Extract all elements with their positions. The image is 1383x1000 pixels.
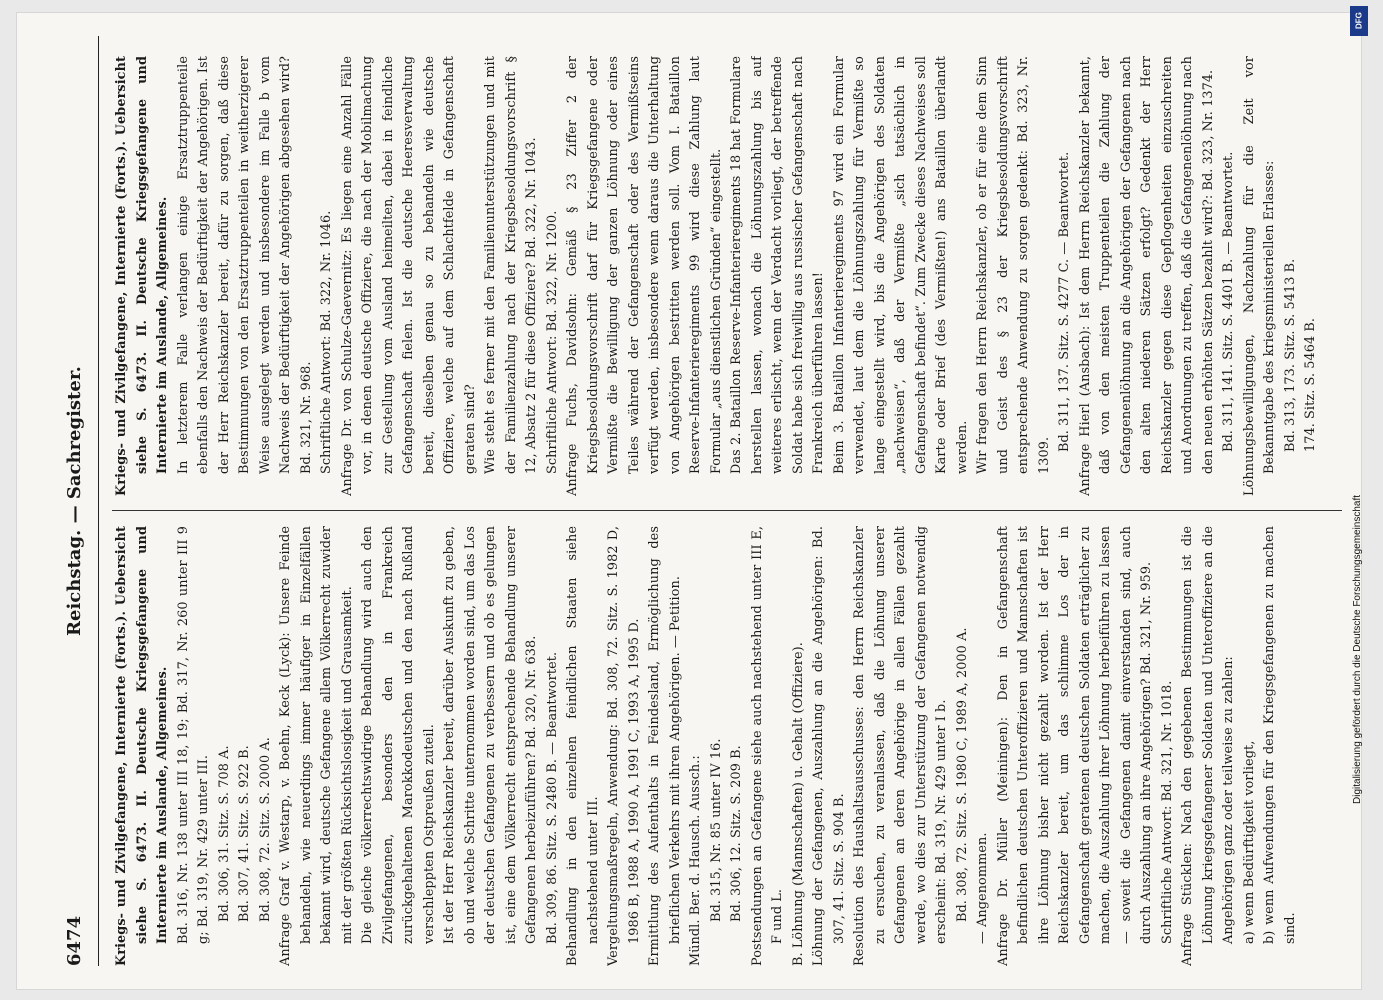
entry-paragraph: Die gleiche völkerrechtswidrige Behandlung wird auch den Zivilgefangenen, besonders den in Frankreich zurückgehaltenen Marokkodeutschen und den nach Rußland verschleppten Ostpreußen zuteil.	[360, 526, 437, 944]
entry-paragraph: Bd. 316, Nr. 138 unter III 18, 19; Bd. 317, Nr. 260 unter III 9 g; Bd. 319, Nr. 429 unter III.	[175, 526, 211, 944]
entry-paragraph: Bd. 311, 141. Sitz. S. 4401 B. — Beantwortet.	[1221, 151, 1236, 452]
entry-paragraph: Postsendungen an Gefangene siehe auch nachstehend unter III E, F und L.	[749, 526, 785, 966]
entry-paragraph: Bd. 311, 137. Sitz. S. 4277 C. — Beantwortet.	[1057, 151, 1072, 452]
entry-paragraph: b) wenn Aufwendungen für den Kriegsgefangenen zu machen sind.	[1262, 526, 1298, 944]
entry-paragraph: Anfrage Graf v. Westarp, v. Boehn, Keck (Lyck): Unsere Feinde behandeln, wie neuerdings immer häufiger in Einzelfällen bekannt wird, deutsche Gefangene allem Völkerrecht zuwider mit der größten Rücksichtslosigkeit und Grausamkeit.	[278, 526, 355, 966]
entry-paragraph: Vergeltungsmaßregeln, Anwendung: Bd. 308, 72. Sitz. S. 1982 D, 1986 B, 1988 A, 1990 A, 1991 C, 1993 A, 1995 D.	[606, 526, 642, 966]
entry-paragraph: Bd. 313, 173. Sitz. S. 5413 B.	[1282, 258, 1298, 452]
entry-paragraph: Anfrage Dr. von Schulze-Gaevernitz: Es liegen eine Anzahl Fälle vor, in denen deutsche Offiziere, die nach der Mobilmachung zur Gestellung vom Ausland heimeilten, dabei in feindliche Gefangenschaft fielen. Ist die deutsche Heeresverwaltung bereit, dieselben genau so zu behandeln wie deutsche Offiziere, welche auf dem Schlachtfelde in Gefangenschaft geraten sind?	[339, 56, 478, 496]
right-text-column	[112, 56, 1342, 496]
column-separator	[112, 510, 1342, 511]
page-number: 6474	[64, 915, 85, 966]
entry-paragraph: Bd. 315, Nr. 85 unter IV 16.	[708, 738, 724, 922]
entry-paragraph: Schriftliche Antwort: Bd. 322, Nr. 1200.	[544, 210, 560, 474]
header-rule	[98, 36, 99, 966]
entry-paragraph: Bd. 308, 72. Sitz. S. 1980 C, 1989 A, 2000 A.	[954, 627, 970, 922]
entry-paragraph: Schriftliche Antwort: Bd. 322, Nr. 1046.	[319, 210, 334, 474]
left-text-column	[112, 526, 1342, 966]
scanned-page	[16, 12, 1362, 990]
dfg-logo: DFG	[1350, 6, 1368, 36]
entry-paragraph: Löhnung der Gefangenen, Auszahlung an die Angehörigen: Bd. 307, 41. Sitz. S. 904 B.	[811, 526, 847, 966]
entry-paragraph: Bd. 308, 72. Sitz. S. 2000 A.	[257, 737, 273, 922]
entry-paragraph: — Angenommen.	[975, 832, 990, 944]
entry-paragraph: Anfrage Dr. Müller (Meiningen): Den in Gefangenschaft befindlichen deutschen Unteroffizieren und Mannschaften ist ihre Löhnung bisher nicht gezahlt worden. Ist der Herr Reichskanzler bereit, um das schlimme Los der in Gefangenschaft geratenen deutschen Soldaten erträglicher zu machen, die Auszahlung ihrer Löhnung herbeiführen zu lassen — soweit die Gefangenen damit einverstanden sind, auch durch Auszahlung an ihre Angehörigen? Bd. 321, Nr. 959.	[995, 526, 1154, 966]
entry-paragraph: Resolution des Haushaltsausschusses: den Herrn Reichskanzler zu ersuchen, zu veranlassen, daß die Löhnung unserer Gefangenen an deren Angehörige in allen Fällen gezahlt werde, wo dies zur Unterstützung der Gefangenen notwendig erscheint: Bd. 319, Nr. 429 unter I b.	[852, 526, 949, 966]
entry-paragraph: Mündl. Ber. d. Hausch. Aussch.:	[688, 755, 703, 966]
entry-paragraph: B. Löhnung (Mannschaften) u. Gehalt (Offiziere).	[790, 642, 806, 966]
entry-paragraph: Kriegs- und Zivilgefangene, Internierte (Forts.). Uebersicht siehe S. 6473. II. Deutsche Kriegsgefangene und Internierte im Auslande, Allgemeines.	[114, 56, 170, 496]
entry-paragraph: Schriftliche Antwort: Bd. 321, Nr. 1018.	[1159, 680, 1175, 944]
entry-paragraph: Ermittlung des Aufenthalts in Feindesland, Ermöglichung des brieflichen Verkehrs mit ihren Angehörigen. — Petition.	[647, 526, 683, 966]
entry-paragraph: 174. Sitz. S. 5464 B.	[1303, 317, 1318, 452]
entry-paragraph: Löhnungsbewilligungen, Nachzahlung für die Zeit vor Bekanntgabe des kriegsministeriellen Erlasses:	[1241, 56, 1277, 496]
attribution-strip	[1350, 6, 1368, 966]
entry-paragraph: Wir fragen den Herrn Reichskanzler, ob er für eine dem Sinn und Geist des § 23 der Kriegsbesoldungsvorschrift entsprechende Anwendung zu sorgen gedenkt: Bd. 323, Nr. 1309.	[975, 56, 1052, 474]
entry-paragraph: Bd. 306, 12. Sitz. S. 209 B.	[729, 745, 744, 922]
entry-paragraph: Beim 3. Bataillon Infanterieregiments 97 wird ein Formular verwendet, laut dem die Löhnungszahlung für Vermißte so lange eingestellt wird, bis die Angehörigen des Soldaten „nachweisen“, daß der Vermißte „sich tatsächlich in Gefangenschaft befindet“. Zum Zwecke dieses Nachweises soll Karte oder Brief (des Vermißten!) ans Bataillon überlandt werden.	[831, 56, 970, 474]
page-header	[60, 36, 100, 966]
entry-paragraph: Bd. 306, 31. Sitz. S. 708 A.	[216, 745, 232, 922]
entry-paragraph: Anfrage Stücklen: Nach den gegebenen Bestimmungen ist die Löhnung kriegsgefangener Soldaten und Unteroffiziere an die Angehörigen ganz oder teilweise zu zahlen:	[1180, 526, 1236, 966]
rotated-document-page	[60, 36, 1350, 966]
entry-paragraph: In letzterem Falle verlangen einige Ersatztruppenteile ebenfalls den Nachweis der Bedürftigkeit der Angehörigen. Ist der Herr Reichskanzler bereit, dafür zu sorgen, daß diese Bestimmungen von den Ersatztruppenteilen in weitherzigerer Weise ausgelegt werden und insbesondere im Falle b vom Nachweis der Bedürftigkeit der Angehörigen abgesehen wird? Bd. 321, Nr. 968.	[175, 56, 314, 474]
entry-paragraph: Ist der Herr Reichskanzler bereit, darüber Auskunft zu geben, ob und welche Schritte unternommen worden sind, um das Los der deutschen Gefangenen zu verbessern und ob es gelungen ist, eine dem Völkerrecht entsprechende Behandlung unserer Gefangenen herbeizuführen? Bd. 320, Nr. 638.	[442, 526, 539, 944]
entry-paragraph: Kriegs- und Zivilgefangene, Internierte (Forts.). Uebersicht siehe S. 6473. II. Deutsche Kriegsgefangene und Internierte im Auslande, Allgemeines.	[114, 526, 170, 966]
entry-paragraph: Behandlung in den einzelnen feindlichen Staaten siehe nachstehend unter III.	[565, 526, 601, 966]
entry-paragraph: Das 2. Bataillon Reserve-Infanterieregiments 18 hat Formulare herstellen lassen, wonach die Löhnungszahlung bis auf weiteres erlischt, wenn der Verdacht vorliegt, der betreffende Soldat habe sich freiwillig aus russischer Gefangenschaft nach Frankreich überführen lassen!	[729, 56, 826, 474]
entry-paragraph: Wie steht es ferner mit den Familienunterstützungen und mit der Familienzahlung nach der Kriegsbesoldungsvorschrift § 12, Absatz 2 für diese Offiziere? Bd. 322, Nr. 1043.	[483, 56, 539, 474]
entry-paragraph: Bd. 307, 41. Sitz. S. 922 B.	[237, 745, 252, 922]
funding-credit: Digitalisierung gefördert durch die Deutsche Forschungsgemeinschaft	[1352, 494, 1363, 804]
entry-paragraph: Bd. 309, 86. Sitz. S. 2480 B. — Beantwortet.	[544, 651, 560, 944]
entry-paragraph: a) wenn Bedürftigkeit vorliegt,	[1241, 740, 1257, 944]
running-title: Reichstag. — Sachregister.	[64, 366, 85, 636]
entry-paragraph: Anfrage Fuchs, Davidsohn: Gemäß § 23 Ziffer 2 der Kriegsbesoldungsvorschrift darf für Kriegsgefangene oder Vermißte die Bewilligung der ganzen Löhnung oder eines Teiles während der Gefangenschaft oder des Vermißtseins verfügt werden, insbesondere wenn daraus die Unterhaltung von Angehörigen bestritten werden soll. Vom I. Bataillon Reserve-Infanterieregiments 99 wird diese Zahlung laut Formular „aus dienstlichen Gründen“ eingestellt.	[565, 56, 724, 496]
entry-paragraph: Anfrage Hierl (Ansbach): Ist dem Herrn Reichskanzler bekannt, daß von den meisten Truppenteilen die Zahlung der Gefangenenlöhnung an die Angehörigen der Gefangenen nach den alten niederen Sätzen erfolgt? Gedenkt der Herr Reichskanzler gegen diese Gepflogenheiten einzuschreiten und Anordnungen zu treffen, daß die Gefangenenlöhnung nach den neuen erhöhten Sätzen bezahlt wird?: Bd. 323, Nr. 1374.	[1077, 56, 1216, 496]
